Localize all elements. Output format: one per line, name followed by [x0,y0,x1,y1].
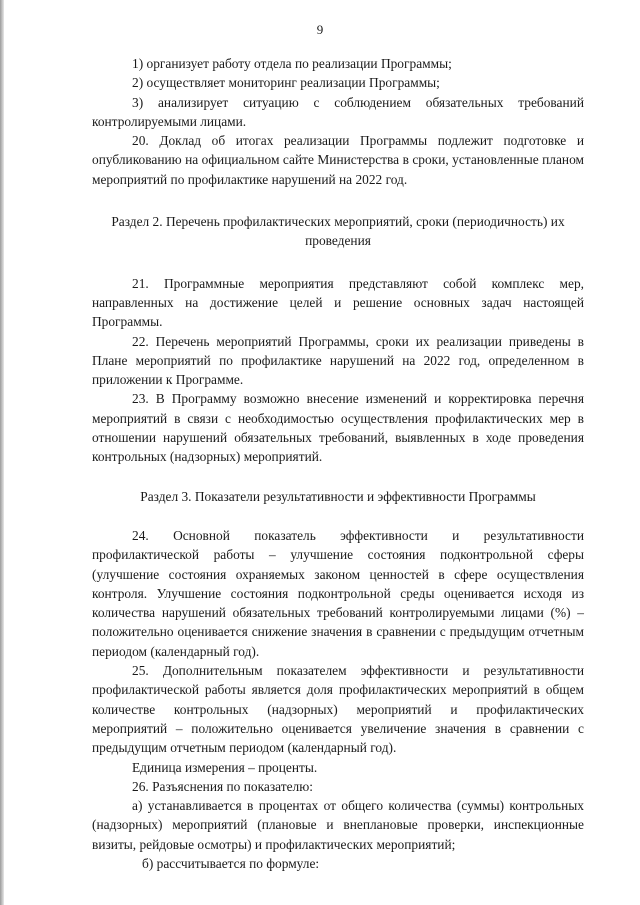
spacer [92,467,584,487]
section-2-heading: Раздел 2. Перечень профилактических мероприятий, сроки (периодичность) их проведения [111,214,565,249]
paragraph-24: 24. Основной показатель эффективности и результативности профилактической работы – улучшение состояния подконтрольной сферы (улучшение состояния охраняемых законом ценностей в сфере осуществления контроля. Улучшение состояния подконтрольной среды оценивается исходя из количества нарушений обязательных требований контролируемыми лицами (%) – положительно оценивается снижение значения в сравнении с предыдущим отчетным периодом (календарный год). [92,527,584,659]
unit-of-measure: Единица измерения – проценты. [132,759,318,775]
paragraph-22: 22. Перечень мероприятий Программы, сроки их реализации приведены в Плане мероприятий по профилактике нарушений на 2022 год, определенном в приложении к Программе. [92,333,584,388]
paragraph-25: 25. Дополнительным показателем эффективности и результативности профилактической работы является доля профилактических мероприятий в общем количестве контрольных (надзорных) мероприятий и профилактических мероприятий – положительно оценивается увеличение значения в сравнении с предыдущим отчетным периодом (календарный год). [92,663,584,756]
spacer [92,189,584,212]
scan-edge-shadow [0,0,4,905]
paragraph-23: 23. В Программу возможно внесение изменений и корректировка перечня мероприятий в связи с необходимостью осуществления профилактических мер в отношении нарушений обязательных требований, выявленных в ходе проведения контрольных (надзорных) мероприятий. [92,391,584,465]
clarification-a: а) устанавливается в процентах от общего количества (суммы) контрольных (надзорных) мероприятий (плановые и внеплановые проверки, инспекционные визиты, рейдовые осмотры) и профилактических мероприятий; [92,798,584,852]
section-3-heading: Раздел 3. Показатели результативности и эффективности Программы [140,488,536,504]
spacer [92,251,584,274]
paragraph-21: 21. Программные мероприятия представляют собой комплекс мер, направленных на достижение целей и решение основных задач настоящей Программы. [92,275,584,330]
document-body [92,54,584,873]
list-item-2: 2) осуществляет мониторинг реализации Программы; [132,75,440,91]
page-number: 9 [316,22,324,37]
paragraph-26: 26. Разъяснения по показателю: [132,778,313,794]
list-item-3: 3) анализирует ситуацию с соблюдением обязательных требований контролируемыми лицами. [92,94,584,129]
list-item-1: 1) организует работу отдела по реализации Программы; [132,56,452,71]
spacer [92,506,584,526]
paragraph-20: 20. Доклад об итогах реализации Программы подлежит подготовке и опубликованию на официальном сайте Министерства в сроки, установленные планом мероприятий по профилактике нарушений на 2022 год. [92,133,584,187]
clarification-b: б) рассчитывается по формуле: [142,855,320,871]
